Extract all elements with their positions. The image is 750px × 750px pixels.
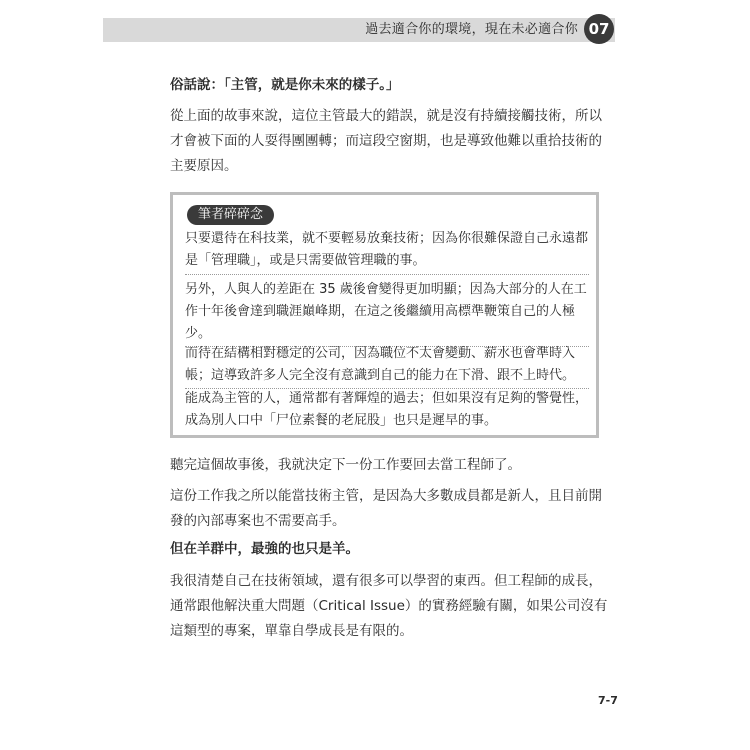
note-divider (185, 274, 589, 275)
page-number: 7-7 (598, 694, 618, 707)
chapter-title: 過去適合你的環境，現在未必適合你 (365, 22, 578, 37)
paragraph-sheep: 但在羊群中，最強的也只是羊。 (170, 541, 359, 557)
author-note-box (170, 192, 599, 438)
paragraph-growth: 我很清楚自己在技術領域，還有很多可以學習的東西。但工程師的成長，通常跟他解決重大問題（Critical Issue）的實務經驗有關，如果公司沒有這類型的專案，單靠自學成長是有限的。 (170, 573, 608, 639)
paragraph-saying: 俗話說：「主管，就是你未來的樣子。」 (170, 77, 400, 93)
paragraph-story: 從上面的故事來說，這位主管最大的錯誤，就是沒有持續接觸技術，所以才會被下面的人耍得團團轉；而這段空窗期，也是導致他難以重拾技術的主要原因。 (170, 108, 602, 174)
note-item: 而待在結構相對穩定的公司，因為職位不太會變動、薪水也會準時入帳；這導致許多人完全沒有意識到自己的能力在下滑、跟不上時代。 (185, 346, 576, 383)
author-note-tag: 筆者碎碎念 (187, 205, 274, 225)
note-item: 只要還待在科技業，就不要輕易放棄技術；因為你很難保證自己永遠都是「管理職」，或是只需要做管理職的事。 (185, 231, 589, 268)
paragraph-reason: 這份工作我之所以能當技術主管，是因為大多數成員都是新人，且目前開發的內部專案也不需要高手。 (170, 488, 602, 529)
chapter-number-badge: 07 (584, 14, 614, 44)
note-item: 能成為主管的人，通常都有著輝煌的過去；但如果沒有足夠的警覺性，成為別人口中「尸位素餐的老屁股」也只是遲早的事。 (185, 391, 589, 428)
paragraph-decision: 聽完這個故事後，我就決定下一份工作要回去當工程師了。 (170, 457, 521, 473)
note-item: 另外，人與人的差距在 35 歲後會變得更加明顯；因為大部分的人在工作十年後會達到職涯巔峰期，在這之後繼續用高標準鞭策自己的人極少。 (185, 282, 587, 341)
